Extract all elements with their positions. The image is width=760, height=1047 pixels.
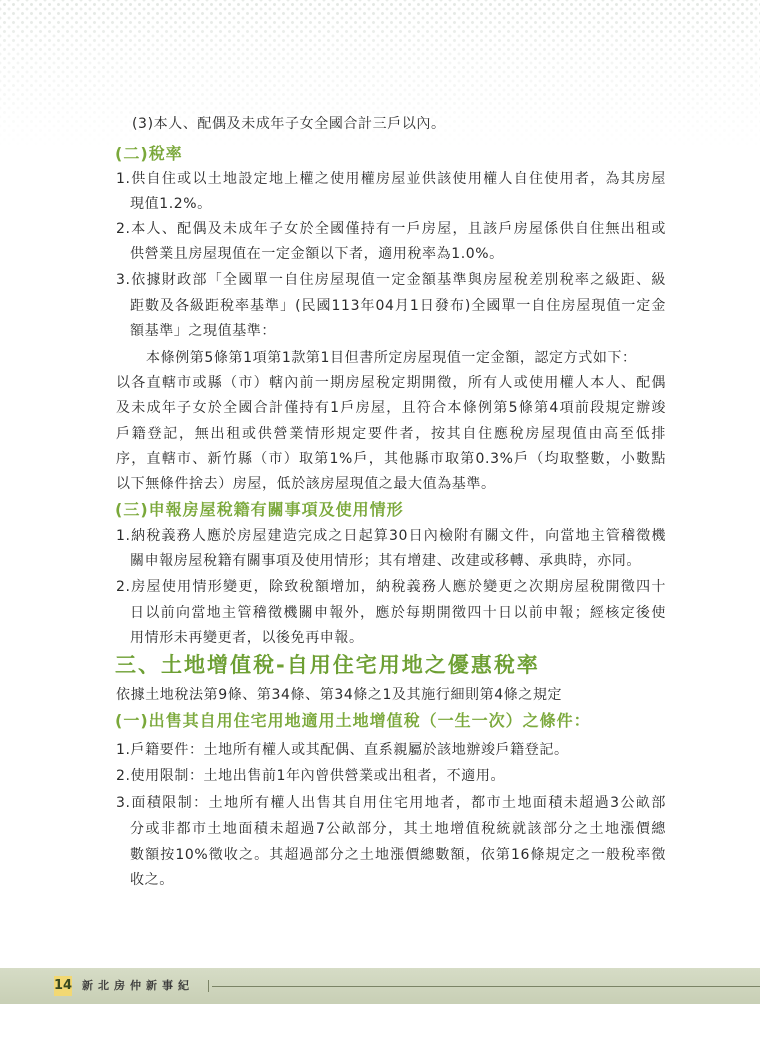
list-item: 1.納稅義務人應於房屋建造完成之日起算30日內檢附有關文件，向當地主管稽徵機 <box>116 528 666 544</box>
list-item: 3.依據財政部「全國單一自住房屋現值一定金額基準與房屋稅差別稅率之級距、級 <box>116 272 666 288</box>
list-item-continuation: 現值1.2%。 <box>130 196 212 212</box>
publication-title: 新北房仲新事紀 <box>82 979 194 992</box>
list-item-continuation: 額基準」之現值基準： <box>130 323 276 339</box>
section-heading-tax-rate: (二)稅率 <box>115 144 183 163</box>
page-number: 14 <box>54 976 72 996</box>
list-item-continuation: 用情形未再變更者，以後免再申報。 <box>130 630 364 646</box>
paragraph-line: 戶籍登記，無出租或供營業情形規定要件者，按其自住應稅房屋現值由高至低排 <box>116 426 666 442</box>
list-item: 1.供自住或以土地設定地上權之使用權房屋並供該使用權人自住使用者，為其房屋 <box>116 171 666 187</box>
footer-divider-tick <box>208 980 209 992</box>
list-item: 2.本人、配偶及未成年子女於全國僅持有一戶房屋，且該戶房屋係供自住無出租或 <box>116 221 666 237</box>
list-item: 1.戶籍要件：土地所有權人或其配偶、直系親屬於該地辦竣戶籍登記。 <box>116 742 569 758</box>
list-item-continuation: 距數及各級距稅率基準」(民國113年04月1日發布)全國單一自住房屋現值一定金 <box>130 298 666 314</box>
paragraph-line: 本條例第5條第1項第1款第1目但書所定房屋現值一定金額，認定方式如下： <box>146 350 637 366</box>
chapter-heading-land-value-tax: 三、土地增值稅-自用住宅用地之優惠稅率 <box>115 653 540 677</box>
list-item: 2.房屋使用情形變更，除致稅額增加，納稅義務人應於變更之次期房屋稅開徵四十 <box>116 579 666 595</box>
list-item-continuation: 數額按10%徵收之。其超過部分之土地漲價總數額，依第16條規定之一般稅率徵 <box>130 847 666 863</box>
list-item: 2.使用限制：土地出售前1年內曾供營業或出租者，不適用。 <box>116 768 506 784</box>
legal-basis-line: 依據土地稅法第9條、第34條、第34條之1及其施行細則第4條之規定 <box>116 687 563 703</box>
paragraph-line: 以下無條件捨去）房屋，低於該房屋現值之最大值為基準。 <box>116 476 496 492</box>
paragraph-line: 序，直轄市、新竹縣（市）取第1%戶，其他縣市取第0.3%戶（均取整數，小數點 <box>116 451 666 467</box>
list-item-continuation: 收之。 <box>130 872 174 888</box>
footer-rule <box>212 986 760 987</box>
list-item-continuation: 分或非都市土地面積未超過7公畝部分，其土地增值稅統就該部分之土地漲價總 <box>130 821 666 837</box>
paragraph-line: 以各直轄市或縣（市）轄內前一期房屋稅定期開徵，所有人或使用權人本人、配偶 <box>116 375 666 391</box>
list-item-continuation: 關申報房屋稅籍有關事項及使用情形；其有增建、改建或移轉、承典時，亦同。 <box>130 553 641 569</box>
section-heading-conditions: (一)出售其自用住宅用地適用土地增值稅（一生一次）之條件： <box>115 711 591 730</box>
list-item-continuation: 日以前向當地主管稽徵機關申報外，應於每期開徵四十日以前申報；經核定後使 <box>130 605 666 621</box>
list-item: (3)本人、配偶及未成年子女全國合計三戶以內。 <box>132 116 446 132</box>
section-heading-declaration: (三)申報房屋稅籍有關事項及使用情形 <box>115 500 404 519</box>
list-item-continuation: 供營業且房屋現值在一定金額以下者，適用稅率為1.0%。 <box>130 246 504 262</box>
paragraph-line: 及未成年子女於全國合計僅持有1戶房屋，且符合本條例第5條第4項前段規定辦竣 <box>116 400 666 416</box>
list-item: 3.面積限制：土地所有權人出售其自用住宅用地者，都市土地面積未超過3公畝部 <box>116 795 666 811</box>
